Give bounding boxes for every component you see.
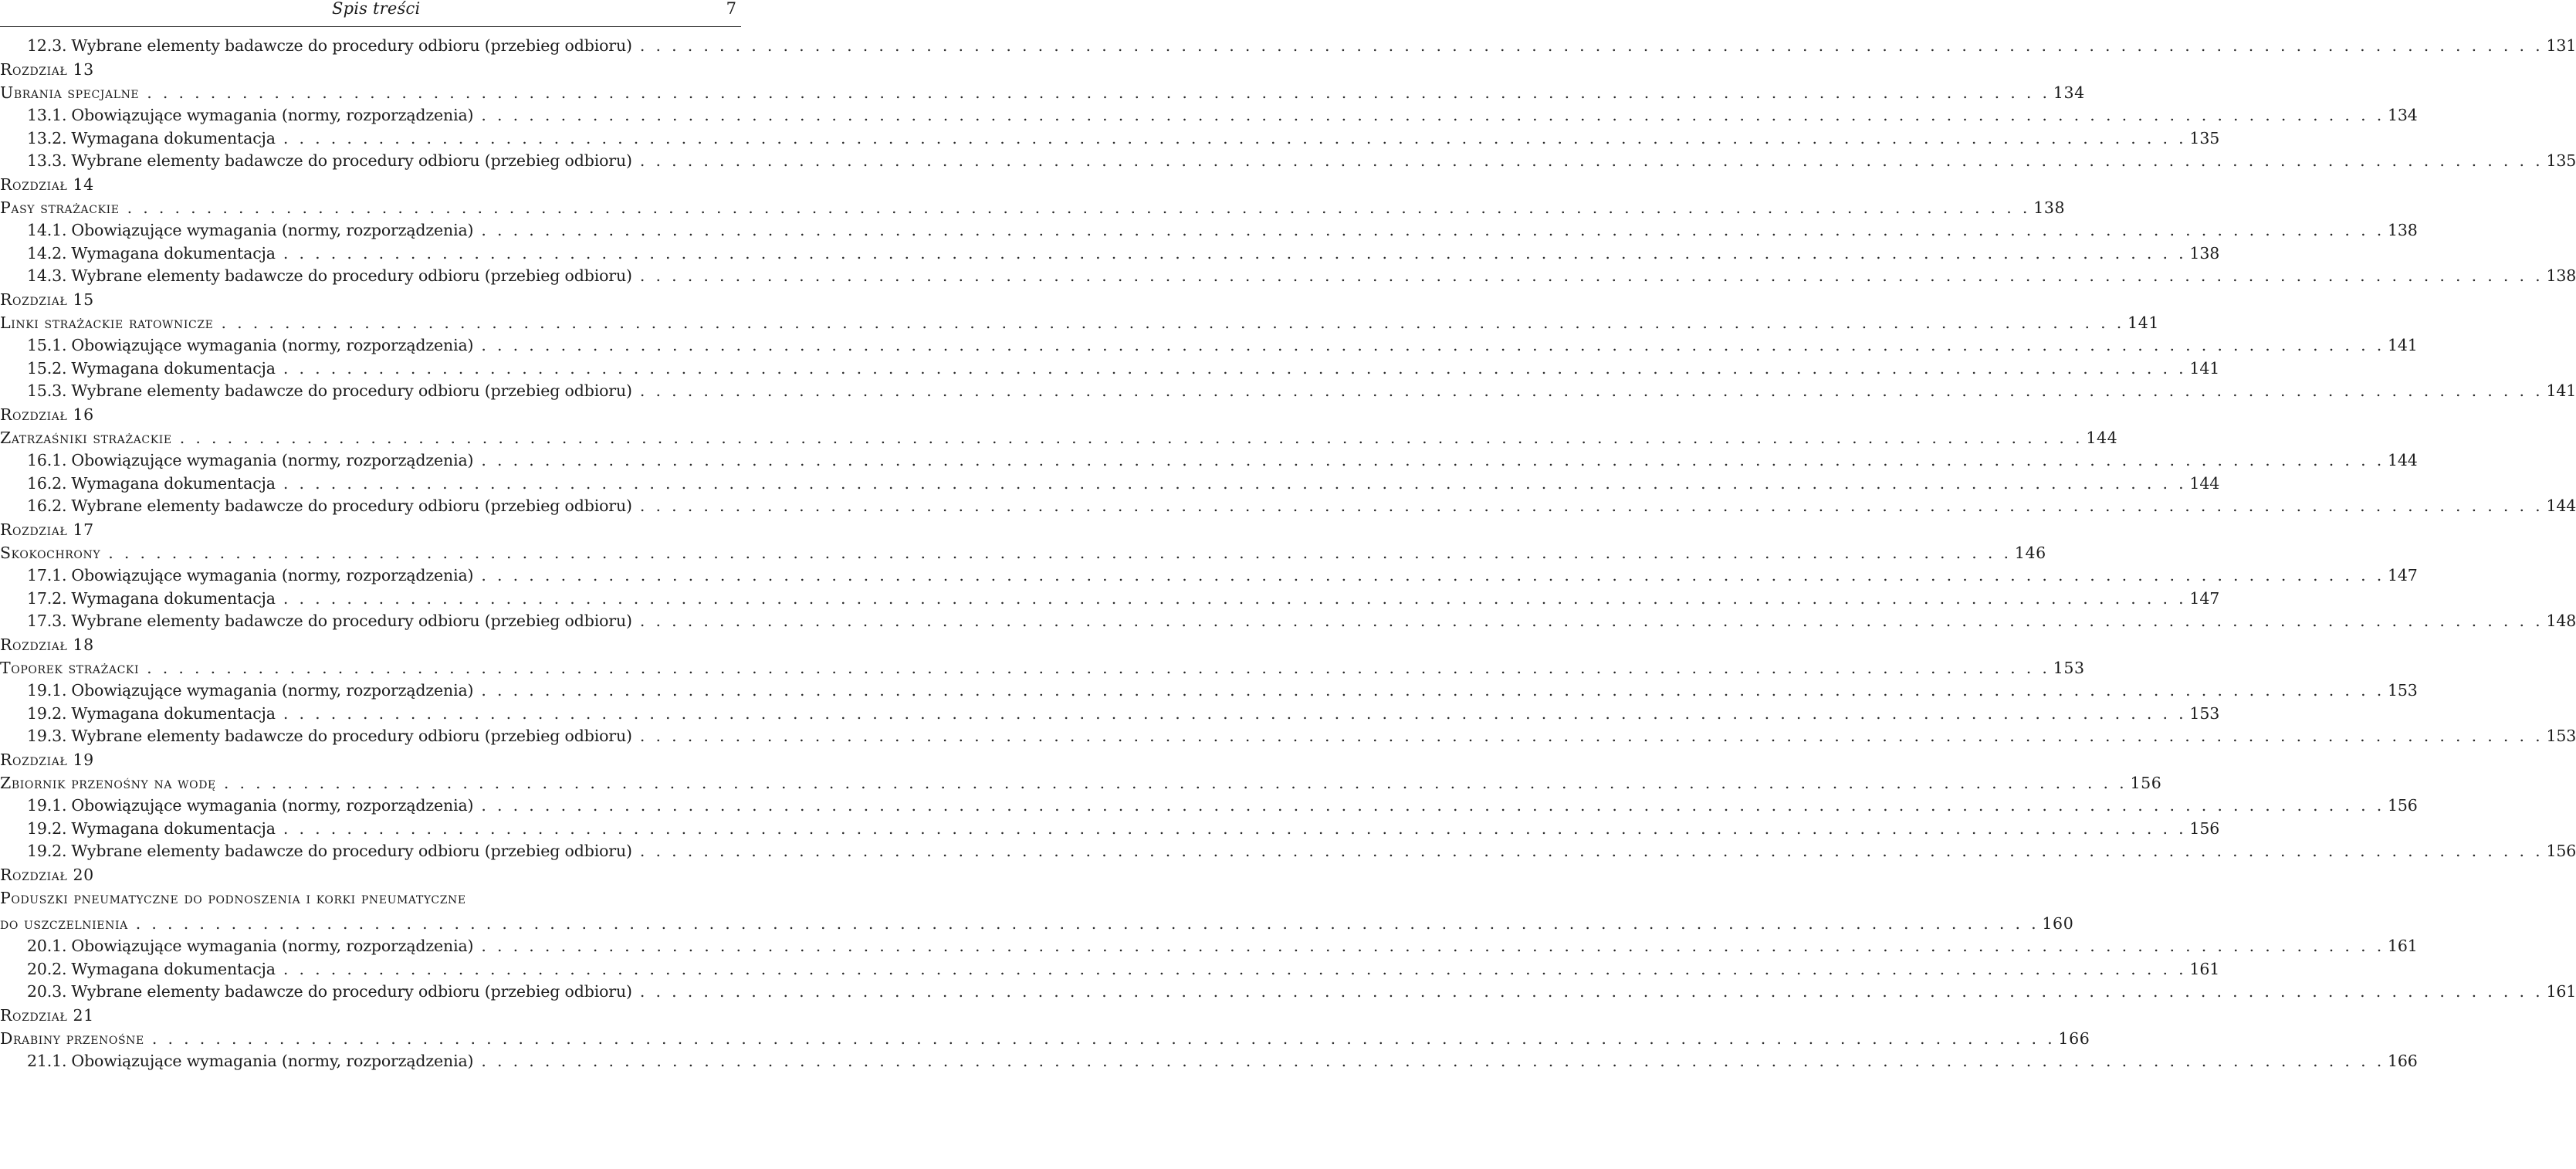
page-number: 141 [2546, 381, 2576, 400]
chapter-label: Rozdział 19 [0, 750, 94, 769]
chapter-label: Rozdział 20 [0, 865, 94, 884]
entry-label [27, 842, 632, 860]
entry-label [27, 819, 276, 838]
dot-leader: . . . . . . . . . . . . . . . . . . . . . . . . . . . . . . . . . . . . . . . . . . . . . . . . . . . . . . . . . . . . . . . . . . . . . . . . . . . . . . . . . . . . . . . . . . . . . . . . . . . . . . . . . . . . . . . . . . . . . . . . [147, 83, 2050, 102]
toc-entry[interactable] [0, 959, 2220, 983]
toc-chapter-title-row[interactable] [0, 1028, 2090, 1052]
toc-chapter-title-row[interactable] [0, 83, 2085, 107]
toc-entry[interactable] [0, 243, 2220, 267]
toc-entry[interactable] [0, 381, 2576, 405]
section-title: Obowiązujące wymagania (normy, rozporządzenia) [71, 937, 474, 955]
chapter-heading [0, 750, 740, 774]
page-number: 144 [2189, 473, 2220, 493]
section-number: 19.2. [27, 703, 67, 723]
toc-entry[interactable] [0, 496, 2576, 520]
dot-leader: . . . . . . . . . . . . . . . . . . . . . . . . . . . . . . . . . . . . . . . . . . . . . . . . . . . . . . . . . . . . . . . . . . . . . . . . . . . . . . . . . . . . . . . . . . . . . . . . . . . . . . . . . . . . . . . . . . . . . . . . [639, 496, 2544, 515]
entry-label [27, 960, 276, 978]
dot-leader: . . . . . . . . . . . . . . . . . . . . . . . . . . . . . . . . . . . . . . . . . . . . . . . . . . . . . . . . . . . . . . . . . . . . . . . . . . . . . . . . . . . . . . . . . . . . . . . . . . . . . . . . . . . . . . . . . . . . . . . . [127, 198, 2031, 217]
page-number: 144 [2546, 496, 2576, 515]
toc-entry[interactable] [0, 703, 2220, 727]
chapter-heading [0, 175, 740, 198]
entry-label [27, 106, 473, 124]
page-number: 141 [2189, 358, 2220, 378]
section-title: Obowiązujące wymagania (normy, rozporządzenia) [71, 1052, 474, 1070]
page-number: 144 [2388, 451, 2418, 469]
dot-leader: . . . . . . . . . . . . . . . . . . . . . . . . . . . . . . . . . . . . . . . . . . . . . . . . . . . . . . . . . . . . . . . . . . . . . . . . . . . . . . . . . . . . . . . . . . . . . . . . . . . . . . . . . . . . . . . . . . . . . . . . [481, 336, 2385, 354]
chapter-label: Rozdział 17 [0, 520, 94, 539]
section-number: 13.3. [27, 151, 67, 170]
dot-leader: . . . . . . . . . . . . . . . . . . . . . . . . . . . . . . . . . . . . . . . . . . . . . . . . . . . . . . . . . . . . . . . . . . . . . . . . . . . . . . . . . . . . . . . . . . . . . . . . . . . . . . . . . . . . . . . . . . . . . . . . [639, 842, 2544, 860]
section-number: 17.2. [27, 588, 67, 608]
section-number: 15.3. [27, 381, 67, 400]
section-number: 14.3. [27, 266, 67, 285]
entry-label [27, 982, 632, 1001]
section-number: 19.2. [27, 818, 67, 838]
toc-entry[interactable] [0, 451, 2418, 474]
section-title: Wybrane elementy badawcze do procedury odbioru (przebieg odbioru) [71, 842, 632, 860]
dot-leader: . . . . . . . . . . . . . . . . . . . . . . . . . . . . . . . . . . . . . . . . . . . . . . . . . . . . . . . . . . . . . . . . . . . . . . . . . . . . . . . . . . . . . . . . . . . . . . . . . . . . . . . . . . . . . . . . . . . . . . . . [283, 959, 2187, 978]
dot-leader: . . . . . . . . . . . . . . . . . . . . . . . . . . . . . . . . . . . . . . . . . . . . . . . . . . . . . . . . . . . . . . . . . . . . . . . . . . . . . . . . . . . . . . . . . . . . . . . . . . . . . . . . . . . . . . . . . . . . . . . . [108, 543, 2012, 562]
section-title: Wymagana dokumentacja [71, 588, 276, 608]
page-number: 134 [2388, 106, 2418, 124]
page-number: 161 [2388, 937, 2418, 955]
section-title: Wybrane elementy badawcze do procedury odbioru (przebieg odbioru) [71, 982, 632, 1001]
section-title: Wymagana dokumentacja [71, 243, 276, 263]
chapter-label: Rozdział 15 [0, 290, 94, 309]
page-number: 153 [2189, 703, 2220, 723]
page-header [0, 0, 741, 27]
entry-label [27, 937, 473, 955]
toc-entry[interactable] [0, 151, 2576, 175]
section-title: Obowiązujące wymagania (normy, rozporządzenia) [71, 106, 474, 124]
toc-entry[interactable] [0, 681, 2418, 704]
toc-entry[interactable] [0, 106, 2418, 129]
chapter-label: Rozdział 16 [0, 405, 94, 424]
chapter-heading [0, 1005, 740, 1029]
dot-leader: . . . . . . . . . . . . . . . . . . . . . . . . . . . . . . . . . . . . . . . . . . . . . . . . . . . . . . . . . . . . . . . . . . . . . . . . . . . . . . . . . . . . . . . . . . . . . . . . . . . . . . . . . . . . . . . . . . . . . . . . [481, 106, 2385, 124]
dot-leader: . . . . . . . . . . . . . . . . . . . . . . . . . . . . . . . . . . . . . . . . . . . . . . . . . . . . . . . . . . . . . . . . . . . . . . . . . . . . . . . . . . . . . . . . . . . . . . . . . . . . . . . . . . . . . . . . . . . . . . . . [639, 727, 2544, 745]
section-number: 15.1. [27, 336, 67, 354]
page-number: 146 [2014, 543, 2046, 562]
toc-entry[interactable] [0, 36, 2576, 59]
chapter-title-line [0, 889, 740, 914]
dot-leader: . . . . . . . . . . . . . . . . . . . . . . . . . . . . . . . . . . . . . . . . . . . . . . . . . . . . . . . . . . . . . . . . . . . . . . . . . . . . . . . . . . . . . . . . . . . . . . . . . . . . . . . . . . . . . . . . . . . . . . . . [481, 796, 2385, 815]
chapter-title: Zatrzaśniki strażackie [0, 428, 172, 447]
dot-leader: . . . . . . . . . . . . . . . . . . . . . . . . . . . . . . . . . . . . . . . . . . . . . . . . . . . . . . . . . . . . . . . . . . . . . . . . . . . . . . . . . . . . . . . . . . . . . . . . . . . . . . . . . . . . . . . . . . . . . . . . [481, 937, 2385, 955]
page-number: 144 [2086, 428, 2118, 447]
section-title: Obowiązujące wymagania (normy, rozporządzenia) [71, 796, 474, 815]
section-number: 12.3. [27, 36, 67, 55]
section-number: 14.1. [27, 221, 67, 239]
entry-label [27, 336, 473, 354]
toc-chapter-title-row[interactable] [0, 428, 2118, 452]
dot-leader: . . . . . . . . . . . . . . . . . . . . . . . . . . . . . . . . . . . . . . . . . . . . . . . . . . . . . . . . . . . . . . . . . . . . . . . . . . . . . . . . . . . . . . . . . . . . . . . . . . . . . . . . . . . . . . . . . . . . . . . . [481, 566, 2385, 584]
section-number: 13.1. [27, 106, 67, 124]
entry-label [27, 681, 473, 700]
page-number: 138 [2546, 266, 2576, 285]
toc-entry[interactable] [0, 358, 2220, 382]
toc-entry[interactable] [0, 796, 2418, 819]
section-number: 16.2. [27, 496, 67, 515]
toc-entry[interactable] [0, 1052, 2418, 1075]
section-number: 16.2. [27, 473, 67, 493]
dot-leader: . . . . . . . . . . . . . . . . . . . . . . . . . . . . . . . . . . . . . . . . . . . . . . . . . . . . . . . . . . . . . . . . . . . . . . . . . . . . . . . . . . . . . . . . . . . . . . . . . . . . . . . . . . . . . . . . . . . . . . . . [283, 473, 2187, 493]
page-number: 141 [2127, 313, 2160, 332]
dot-leader: . . . . . . . . . . . . . . . . . . . . . . . . . . . . . . . . . . . . . . . . . . . . . . . . . . . . . . . . . . . . . . . . . . . . . . . . . . . . . . . . . . . . . . . . . . . . . . . . . . . . . . . . . . . . . . . . . . . . . . . . [481, 681, 2385, 700]
chapter-label: Rozdział 14 [0, 175, 94, 194]
chapter-title: do uszczelnienia [0, 913, 128, 933]
toc-entry[interactable] [0, 221, 2418, 244]
section-number: 20.3. [27, 982, 67, 1001]
dot-leader: . . . . . . . . . . . . . . . . . . . . . . . . . . . . . . . . . . . . . . . . . . . . . . . . . . . . . . . . . . . . . . . . . . . . . . . . . . . . . . . . . . . . . . . . . . . . . . . . . . . . . . . . . . . . . . . . . . . . . . . . [283, 818, 2187, 838]
section-title: Wybrane elementy badawcze do procedury odbioru (przebieg odbioru) [71, 612, 632, 630]
toc-chapter-title-row[interactable] [0, 913, 2074, 937]
chapter-heading [0, 520, 740, 544]
dot-leader: . . . . . . . . . . . . . . . . . . . . . . . . . . . . . . . . . . . . . . . . . . . . . . . . . . . . . . . . . . . . . . . . . . . . . . . . . . . . . . . . . . . . . . . . . . . . . . . . . . . . . . . . . . . . . . . . . . . . . . . . [283, 358, 2187, 378]
chapter-heading [0, 635, 740, 659]
page-number: 153 [2546, 727, 2576, 745]
dot-leader: . . . . . . . . . . . . . . . . . . . . . . . . . . . . . . . . . . . . . . . . . . . . . . . . . . . . . . . . . . . . . . . . . . . . . . . . . . . . . . . . . . . . . . . . . . . . . . . . . . . . . . . . . . . . . . . . . . . . . . . . [135, 913, 2039, 933]
section-title: Wybrane elementy badawcze do procedury odbioru (przebieg odbioru) [71, 727, 632, 745]
section-number: 13.2. [27, 128, 67, 147]
entry-label [27, 727, 632, 745]
section-title: Obowiązujące wymagania (normy, rozporządzenia) [71, 566, 474, 584]
page-number: 148 [2546, 612, 2576, 630]
entry-label [27, 266, 632, 285]
chapter-title: Toporek strażacki [0, 658, 140, 677]
entry-label [27, 359, 276, 378]
page-number: 147 [2388, 566, 2418, 584]
page-number: 131 [2546, 36, 2576, 55]
page-number: 156 [2130, 773, 2162, 792]
chapter-title: Skokochrony [0, 543, 101, 562]
dot-leader: . . . . . . . . . . . . . . . . . . . . . . . . . . . . . . . . . . . . . . . . . . . . . . . . . . . . . . . . . . . . . . . . . . . . . . . . . . . . . . . . . . . . . . . . . . . . . . . . . . . . . . . . . . . . . . . . . . . . . . . . [639, 982, 2544, 1001]
section-title: Wymagana dokumentacja [71, 358, 276, 378]
page-number: 166 [2058, 1028, 2090, 1048]
toc-entry[interactable] [0, 473, 2220, 497]
toc-entry[interactable] [0, 128, 2220, 152]
section-number: 19.1. [27, 796, 67, 815]
dot-leader: . . . . . . . . . . . . . . . . . . . . . . . . . . . . . . . . . . . . . . . . . . . . . . . . . . . . . . . . . . . . . . . . . . . . . . . . . . . . . . . . . . . . . . . . . . . . . . . . . . . . . . . . . . . . . . . . . . . . . . . . [151, 1028, 2056, 1048]
entry-label [27, 474, 276, 493]
section-title: Wymagana dokumentacja [71, 128, 276, 147]
section-number: 19.3. [27, 727, 67, 745]
dot-leader: . . . . . . . . . . . . . . . . . . . . . . . . . . . . . . . . . . . . . . . . . . . . . . . . . . . . . . . . . . . . . . . . . . . . . . . . . . . . . . . . . . . . . . . . . . . . . . . . . . . . . . . . . . . . . . . . . . . . . . . . [221, 313, 2125, 332]
chapter-label: Rozdział 13 [0, 59, 94, 79]
page-number: 156 [2546, 842, 2576, 860]
section-number: 17.3. [27, 612, 67, 630]
entry-label [27, 244, 276, 263]
dot-leader: . . . . . . . . . . . . . . . . . . . . . . . . . . . . . . . . . . . . . . . . . . . . . . . . . . . . . . . . . . . . . . . . . . . . . . . . . . . . . . . . . . . . . . . . . . . . . . . . . . . . . . . . . . . . . . . . . . . . . . . . [283, 128, 2187, 147]
chapter-heading [0, 290, 740, 313]
running-title: Spis treści [332, 0, 421, 18]
page-number: 141 [2388, 336, 2418, 354]
toc-entry[interactable] [0, 818, 2220, 842]
page-number: 134 [2053, 83, 2085, 102]
section-title: Wybrane elementy badawcze do procedury odbioru (przebieg odbioru) [71, 36, 632, 55]
section-title: Obowiązujące wymagania (normy, rozporządzenia) [71, 336, 474, 354]
toc-chapter-title-row[interactable] [0, 543, 2046, 567]
entry-label [27, 704, 276, 723]
section-title: Wymagana dokumentacja [71, 703, 276, 723]
page-number: 7 [726, 0, 736, 18]
entry-label [27, 221, 473, 239]
section-title: Wybrane elementy badawcze do procedury odbioru (przebieg odbioru) [71, 381, 632, 400]
table-of-contents [0, 36, 2576, 1075]
section-title: Obowiązujące wymagania (normy, rozporządzenia) [71, 451, 474, 469]
dot-leader: . . . . . . . . . . . . . . . . . . . . . . . . . . . . . . . . . . . . . . . . . . . . . . . . . . . . . . . . . . . . . . . . . . . . . . . . . . . . . . . . . . . . . . . . . . . . . . . . . . . . . . . . . . . . . . . . . . . . . . . . [147, 658, 2050, 677]
entry-label [27, 796, 473, 815]
section-number: 14.2. [27, 243, 67, 263]
dot-leader: . . . . . . . . . . . . . . . . . . . . . . . . . . . . . . . . . . . . . . . . . . . . . . . . . . . . . . . . . . . . . . . . . . . . . . . . . . . . . . . . . . . . . . . . . . . . . . . . . . . . . . . . . . . . . . . . . . . . . . . . [179, 428, 2083, 447]
section-number: 20.1. [27, 937, 67, 955]
toc-entry[interactable] [0, 336, 2418, 359]
toc-entry[interactable] [0, 842, 2576, 865]
chapter-heading [0, 405, 740, 429]
chapter-title: Linki strażackie ratownicze [0, 313, 214, 332]
toc-chapter-title-row[interactable] [0, 658, 2085, 682]
section-number: 19.2. [27, 842, 67, 860]
page-number: 138 [2189, 243, 2220, 263]
dot-leader: . . . . . . . . . . . . . . . . . . . . . . . . . . . . . . . . . . . . . . . . . . . . . . . . . . . . . . . . . . . . . . . . . . . . . . . . . . . . . . . . . . . . . . . . . . . . . . . . . . . . . . . . . . . . . . . . . . . . . . . . [639, 381, 2544, 400]
entry-label [27, 381, 632, 400]
section-title: Wybrane elementy badawcze do procedury odbioru (przebieg odbioru) [71, 151, 632, 170]
section-number: 20.2. [27, 959, 67, 978]
section-title: Obowiązujące wymagania (normy, rozporządzenia) [71, 221, 474, 239]
dot-leader: . . . . . . . . . . . . . . . . . . . . . . . . . . . . . . . . . . . . . . . . . . . . . . . . . . . . . . . . . . . . . . . . . . . . . . . . . . . . . . . . . . . . . . . . . . . . . . . . . . . . . . . . . . . . . . . . . . . . . . . . [639, 151, 2544, 170]
dot-leader: . . . . . . . . . . . . . . . . . . . . . . . . . . . . . . . . . . . . . . . . . . . . . . . . . . . . . . . . . . . . . . . . . . . . . . . . . . . . . . . . . . . . . . . . . . . . . . . . . . . . . . . . . . . . . . . . . . . . . . . . [481, 1052, 2385, 1070]
toc-entry[interactable] [0, 612, 2576, 635]
toc-chapter-title-row[interactable] [0, 198, 2066, 222]
section-number: 15.2. [27, 358, 67, 378]
chapter-heading [0, 59, 740, 83]
dot-leader: . . . . . . . . . . . . . . . . . . . . . . . . . . . . . . . . . . . . . . . . . . . . . . . . . . . . . . . . . . . . . . . . . . . . . . . . . . . . . . . . . . . . . . . . . . . . . . . . . . . . . . . . . . . . . . . . . . . . . . . . [283, 588, 2187, 608]
dot-leader: . . . . . . . . . . . . . . . . . . . . . . . . . . . . . . . . . . . . . . . . . . . . . . . . . . . . . . . . . . . . . . . . . . . . . . . . . . . . . . . . . . . . . . . . . . . . . . . . . . . . . . . . . . . . . . . . . . . . . . . . [481, 451, 2385, 469]
page-number: 135 [2189, 128, 2220, 147]
entry-label [27, 566, 473, 584]
page-number: 147 [2189, 588, 2220, 608]
toc-entry[interactable] [0, 982, 2576, 1005]
entry-label [27, 129, 276, 147]
section-title: Wybrane elementy badawcze do procedury odbioru (przebieg odbioru) [71, 496, 632, 515]
toc-chapter-title-row[interactable] [0, 313, 2160, 337]
entry-label [27, 589, 276, 608]
chapter-title: Drabiny przenośne [0, 1028, 144, 1048]
section-number: 17.1. [27, 566, 67, 584]
entry-label [27, 151, 632, 170]
toc-entry[interactable] [0, 937, 2418, 960]
dot-leader: . . . . . . . . . . . . . . . . . . . . . . . . . . . . . . . . . . . . . . . . . . . . . . . . . . . . . . . . . . . . . . . . . . . . . . . . . . . . . . . . . . . . . . . . . . . . . . . . . . . . . . . . . . . . . . . . . . . . . . . . [283, 703, 2187, 723]
section-title: Wybrane elementy badawcze do procedury odbioru (przebieg odbioru) [71, 266, 632, 285]
page-number: 156 [2189, 818, 2220, 838]
section-title: Wymagana dokumentacja [71, 473, 276, 493]
page-number: 166 [2388, 1052, 2418, 1070]
section-title: Obowiązujące wymagania (normy, rozporządzenia) [71, 681, 474, 700]
dot-leader: . . . . . . . . . . . . . . . . . . . . . . . . . . . . . . . . . . . . . . . . . . . . . . . . . . . . . . . . . . . . . . . . . . . . . . . . . . . . . . . . . . . . . . . . . . . . . . . . . . . . . . . . . . . . . . . . . . . . . . . . [481, 221, 2385, 239]
chapter-title: Pasy strażackie [0, 198, 120, 217]
entry-label [27, 451, 473, 469]
chapter-title: Zbiornik przenośny na wodę [0, 773, 216, 792]
section-title: Wymagana dokumentacja [71, 818, 276, 838]
page-number: 161 [2189, 959, 2220, 978]
section-number: 19.1. [27, 681, 67, 700]
entry-label [27, 1052, 473, 1070]
entry-label [27, 36, 632, 55]
chapter-title: Ubrania specjalne [0, 83, 140, 102]
toc-chapter-title-row[interactable] [0, 773, 2162, 797]
dot-leader: . . . . . . . . . . . . . . . . . . . . . . . . . . . . . . . . . . . . . . . . . . . . . . . . . . . . . . . . . . . . . . . . . . . . . . . . . . . . . . . . . . . . . . . . . . . . . . . . . . . . . . . . . . . . . . . . . . . . . . . . [223, 773, 2127, 792]
dot-leader: . . . . . . . . . . . . . . . . . . . . . . . . . . . . . . . . . . . . . . . . . . . . . . . . . . . . . . . . . . . . . . . . . . . . . . . . . . . . . . . . . . . . . . . . . . . . . . . . . . . . . . . . . . . . . . . . . . . . . . . . [639, 266, 2544, 285]
chapter-label: Rozdział 21 [0, 1005, 94, 1025]
chapter-title: Poduszki pneumatyczne do podnoszenia i korki pneumatyczne [0, 888, 466, 907]
toc-entry[interactable] [0, 727, 2576, 750]
section-number: 16.1. [27, 451, 67, 469]
entry-label [27, 612, 632, 630]
page-number: 135 [2546, 151, 2576, 170]
chapter-label: Rozdział 18 [0, 635, 94, 654]
page-number: 156 [2388, 796, 2418, 815]
page-number: 138 [2033, 198, 2066, 217]
page-number: 153 [2053, 658, 2085, 677]
dot-leader: . . . . . . . . . . . . . . . . . . . . . . . . . . . . . . . . . . . . . . . . . . . . . . . . . . . . . . . . . . . . . . . . . . . . . . . . . . . . . . . . . . . . . . . . . . . . . . . . . . . . . . . . . . . . . . . . . . . . . . . . [639, 612, 2544, 630]
toc-entry[interactable] [0, 588, 2220, 612]
section-title: Wymagana dokumentacja [71, 959, 276, 978]
page-number: 138 [2388, 221, 2418, 239]
page-number: 153 [2388, 681, 2418, 700]
dot-leader: . . . . . . . . . . . . . . . . . . . . . . . . . . . . . . . . . . . . . . . . . . . . . . . . . . . . . . . . . . . . . . . . . . . . . . . . . . . . . . . . . . . . . . . . . . . . . . . . . . . . . . . . . . . . . . . . . . . . . . . . [283, 243, 2187, 263]
page-number: 160 [2042, 913, 2074, 933]
section-number: 21.1. [27, 1052, 67, 1070]
toc-entry[interactable] [0, 266, 2576, 290]
dot-leader: . . . . . . . . . . . . . . . . . . . . . . . . . . . . . . . . . . . . . . . . . . . . . . . . . . . . . . . . . . . . . . . . . . . . . . . . . . . . . . . . . . . . . . . . . . . . . . . . . . . . . . . . . . . . . . . . . . . . . . . . [639, 36, 2544, 55]
toc-entry[interactable] [0, 566, 2418, 589]
entry-label [27, 496, 632, 515]
chapter-heading [0, 865, 740, 889]
page-number: 161 [2546, 982, 2576, 1001]
